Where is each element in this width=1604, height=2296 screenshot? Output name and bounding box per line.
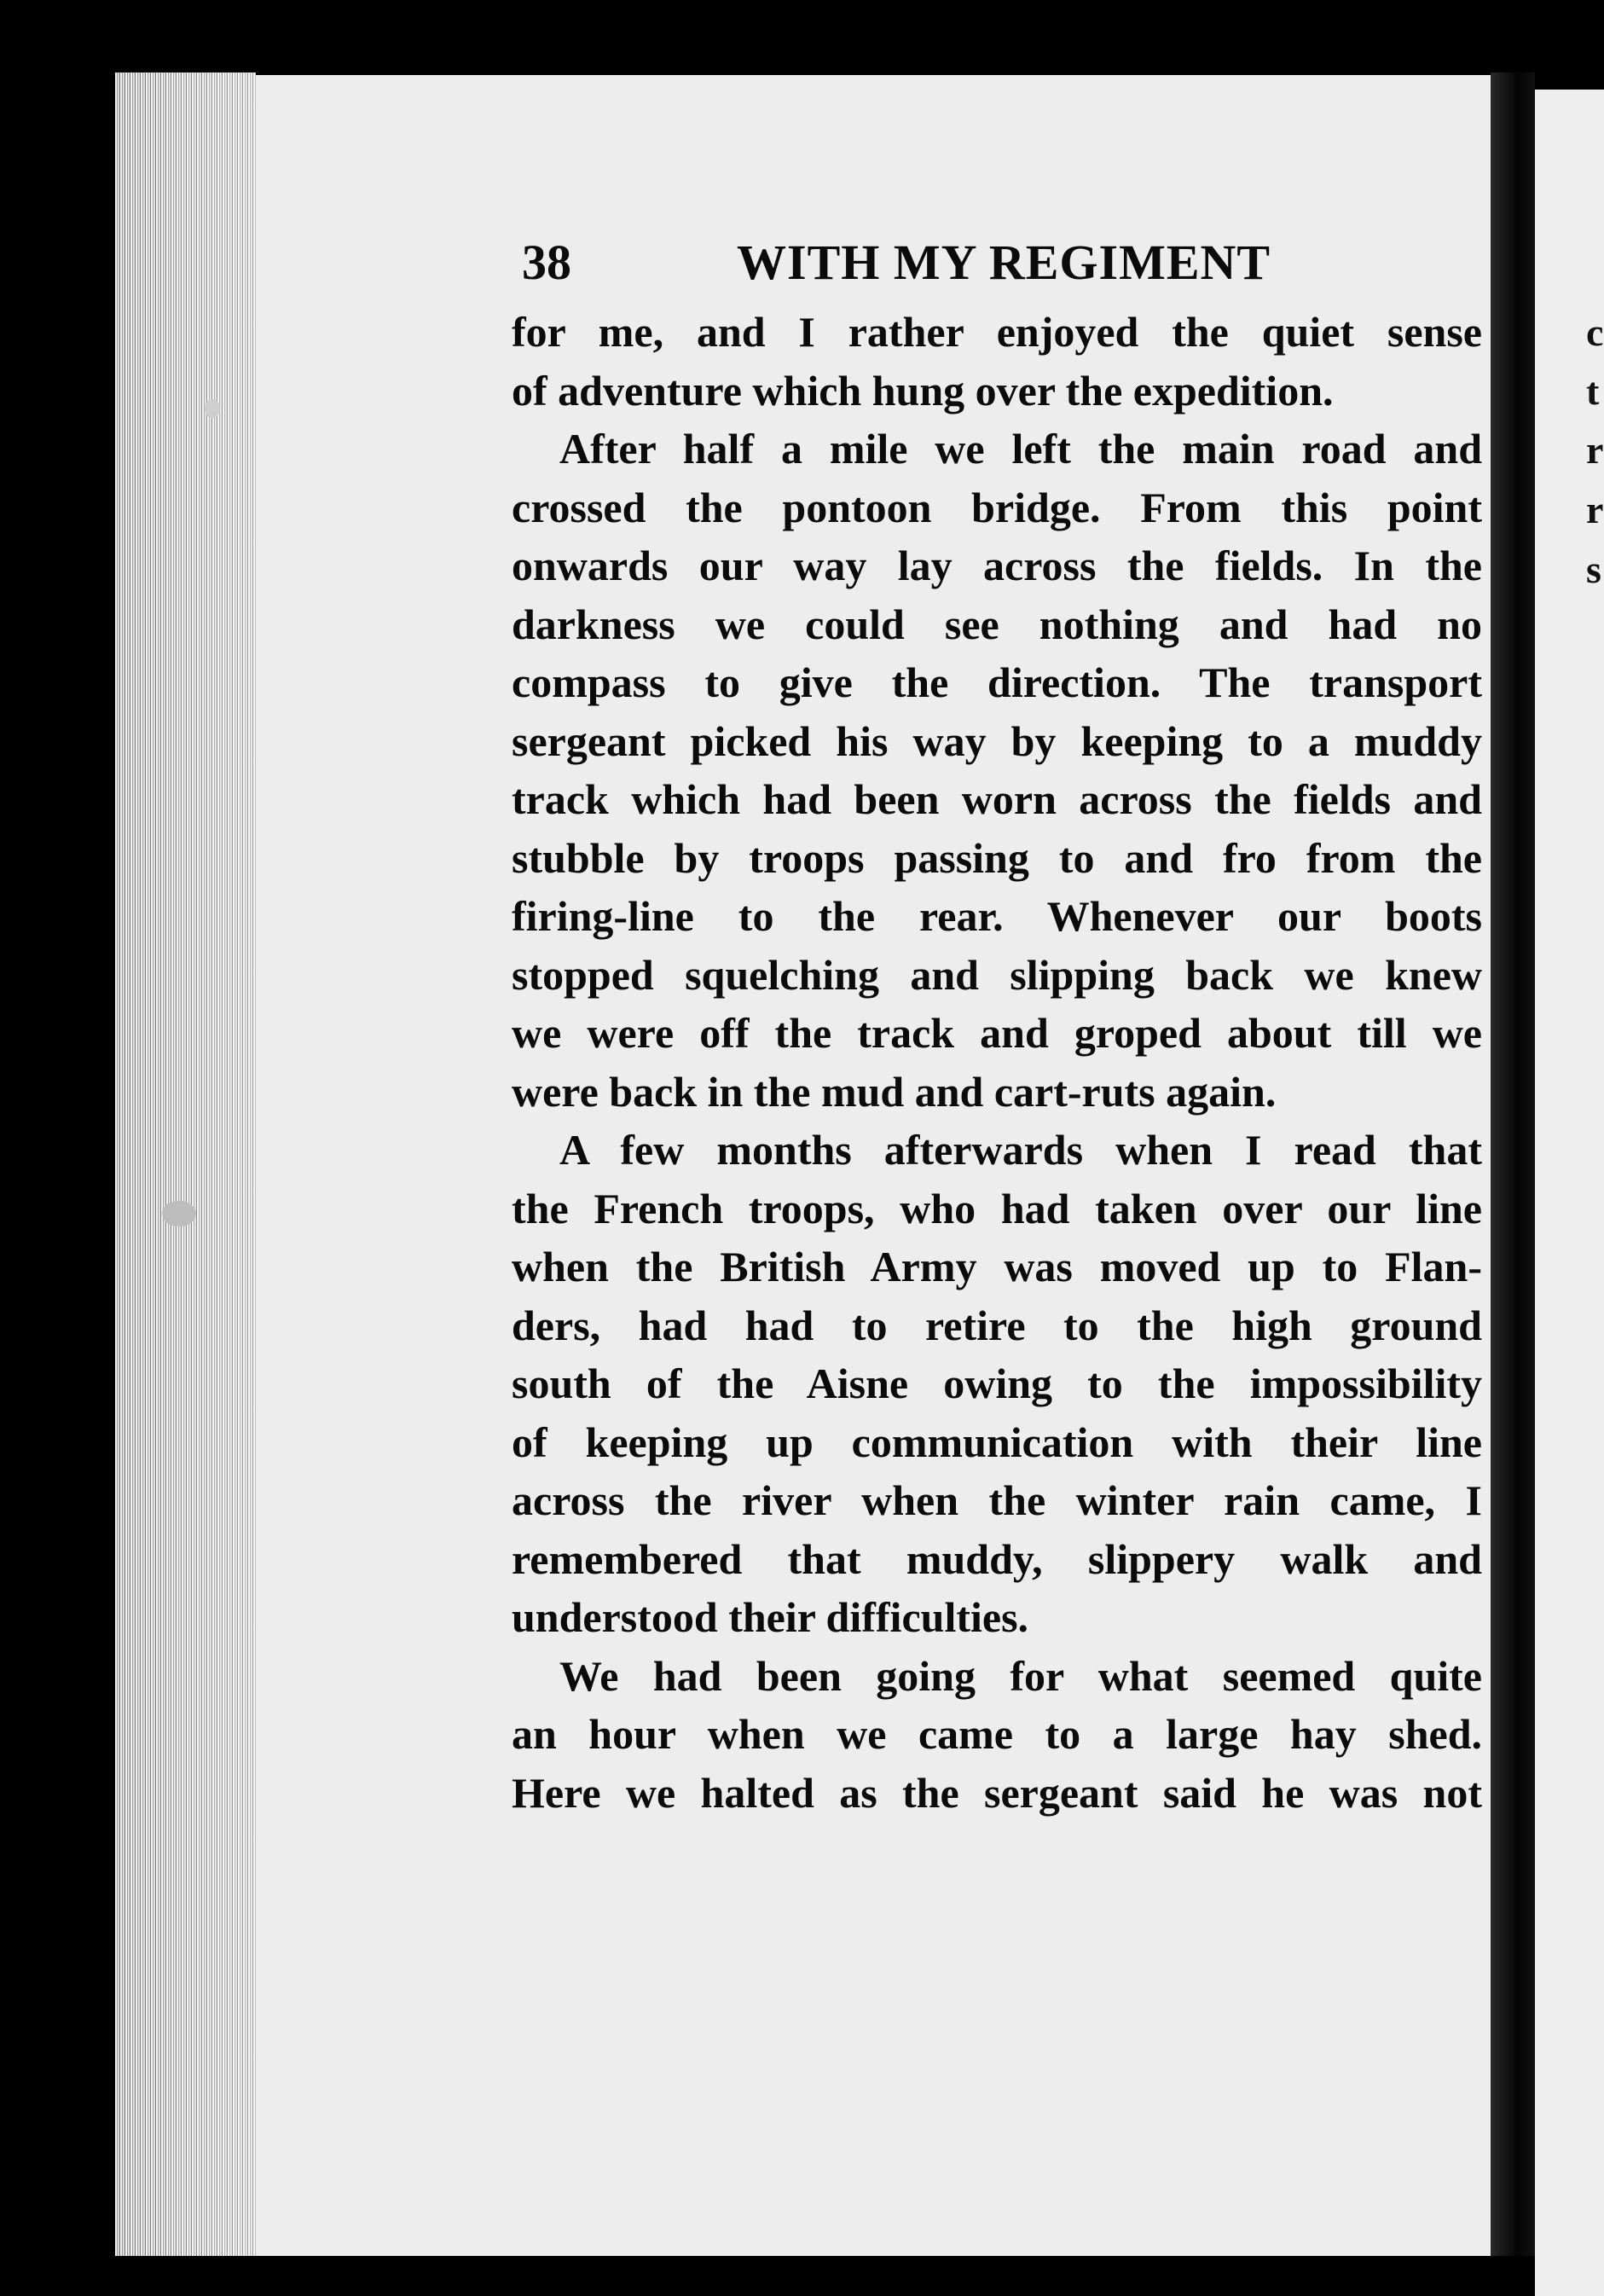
next-page-margin-char: r xyxy=(1586,428,1604,472)
next-page-margin-char: t xyxy=(1586,369,1600,413)
spine-shadow xyxy=(1491,72,1535,2256)
text-line: south of the Aisne owing to the impossibility xyxy=(512,1360,1482,1407)
text-line: of adventure which hung over the expedition. xyxy=(512,366,1334,415)
text-line: an hour when we came to a large hay shed. xyxy=(512,1710,1482,1758)
text-line: were back in the mud and cart-ruts again. xyxy=(512,1067,1277,1116)
text-line: ders, had had to retire to the high ground xyxy=(512,1301,1482,1349)
text-line: darkness we could see nothing and had no xyxy=(512,600,1482,648)
page-number: 38 xyxy=(522,235,571,290)
text-line: for me, and I rather enjoyed the quiet sense xyxy=(512,308,1482,356)
text-line: we were off the track and groped about till we xyxy=(512,1009,1482,1057)
text-line: the French troops, who had taken over our line xyxy=(512,1184,1482,1232)
text-line: After half a mile we left the main road and xyxy=(559,425,1482,473)
text-line: crossed the pontoon bridge. From this point xyxy=(512,483,1482,531)
next-page-edge xyxy=(1535,90,1604,2296)
text-line: understood their difficulties. xyxy=(512,1593,1029,1641)
text-line: A few months afterwards when I read that xyxy=(559,1126,1482,1174)
text-line: of keeping up communication with their line xyxy=(512,1418,1482,1466)
text-line: remembered that muddy, slippery walk and xyxy=(512,1534,1482,1583)
text-line: Here we halted as the sergeant said he was not xyxy=(512,1768,1482,1817)
paper-speck xyxy=(205,399,220,418)
page-edge-stack xyxy=(115,72,256,2256)
text-line: stubble by troops passing to and fro from the xyxy=(512,833,1482,882)
text-line: stopped squelching and slipping back we knew xyxy=(512,950,1482,999)
page-header xyxy=(522,233,1460,293)
next-page-margin-char: c xyxy=(1586,310,1604,354)
text-line: onwards our way lay across the fields. In the xyxy=(512,542,1482,589)
text-line: compass to give the direction. The transport xyxy=(512,658,1482,706)
text-line: We had been going for what seemed quite xyxy=(559,1651,1482,1700)
text-line: across the river when the winter rain came, I xyxy=(512,1476,1482,1524)
running-head: WITH MY REGIMENT xyxy=(737,235,1271,290)
next-page-margin-char: s xyxy=(1586,548,1601,591)
text-line: when the British Army was moved up to Flan- xyxy=(512,1243,1482,1290)
next-page-margin-char: r xyxy=(1586,488,1604,531)
text-line: track which had been worn across the fields and xyxy=(512,775,1482,823)
text-line: firing-line to the rear. Whenever our boots xyxy=(512,892,1482,940)
text-line: sergeant picked his way by keeping to a muddy xyxy=(512,716,1482,765)
paper-speck xyxy=(162,1201,196,1226)
body-text xyxy=(512,303,1482,1822)
